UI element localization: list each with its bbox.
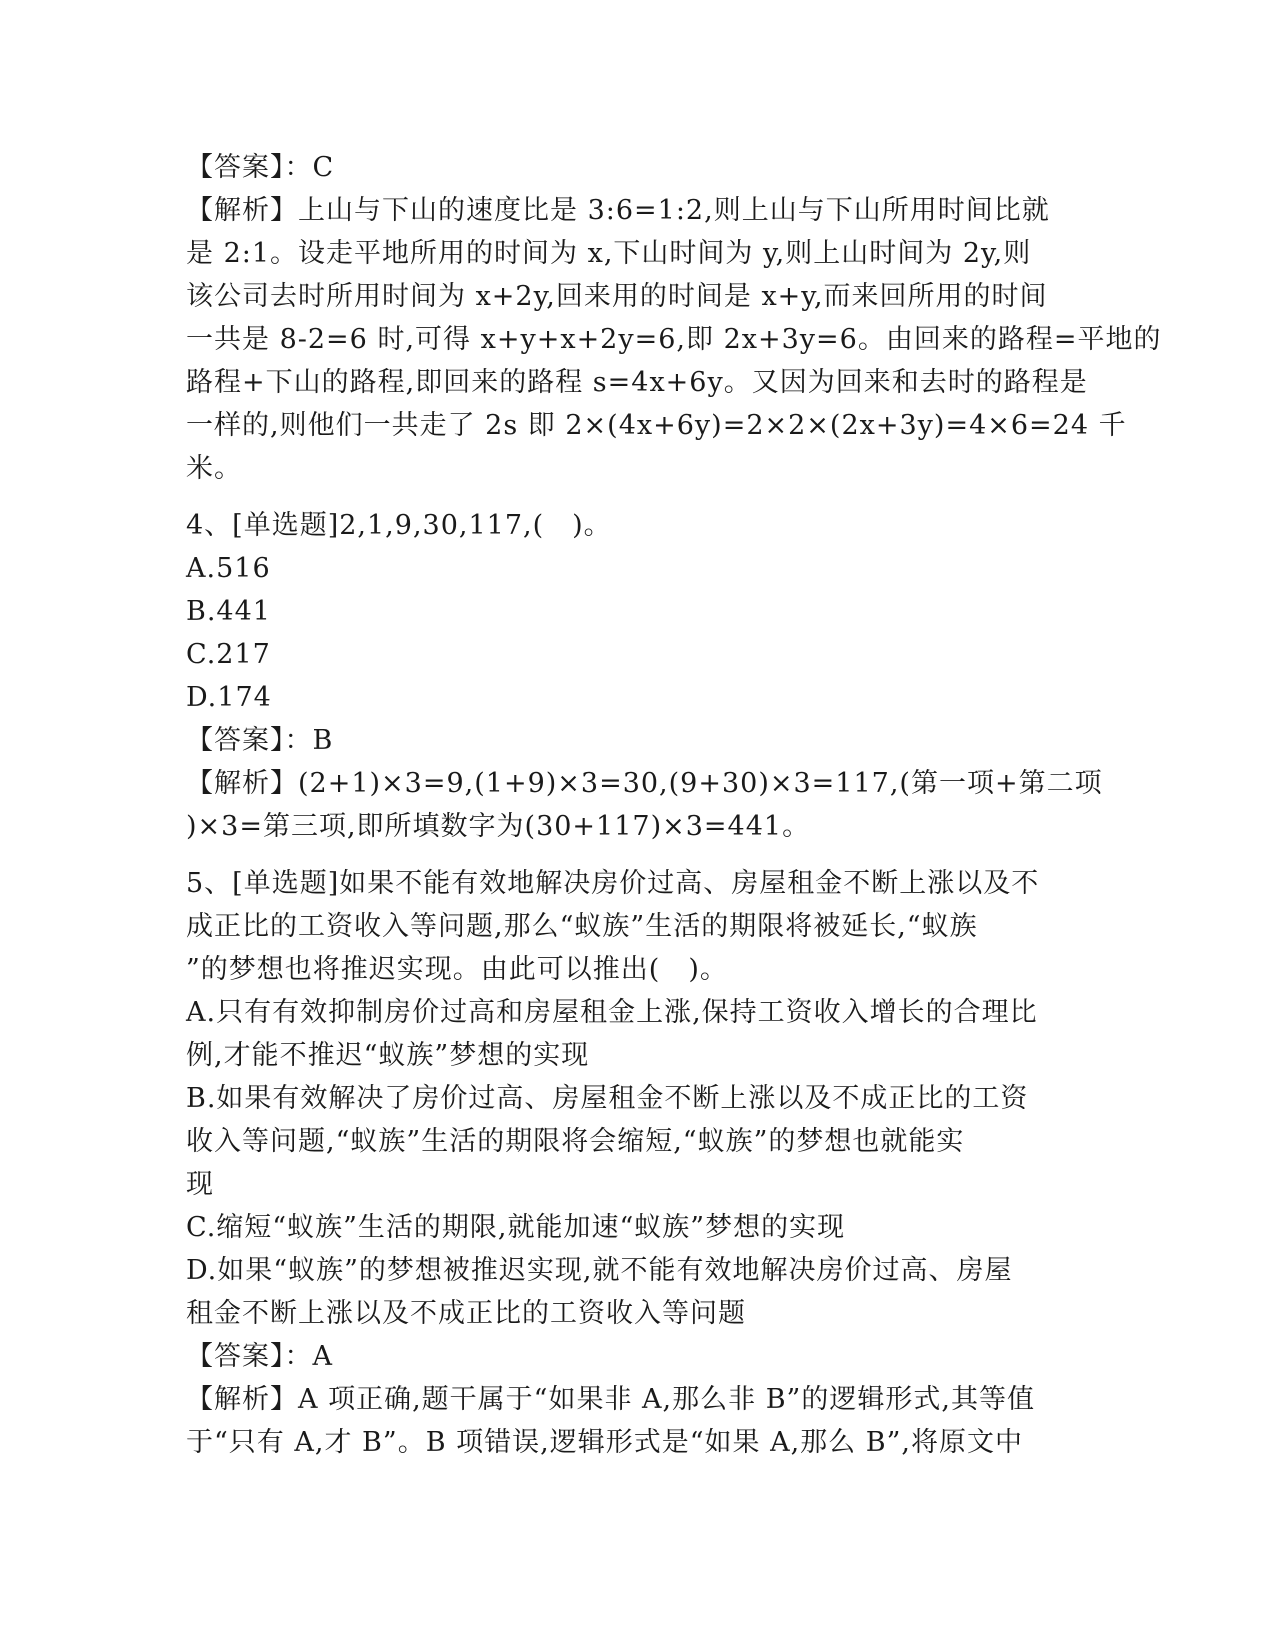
option-a: 例,才能不推迟“蚁族”梦想的实现 [186, 1040, 590, 1071]
question-stem: ”的梦想也将推迟实现。由此可以推出( )。 [186, 954, 728, 985]
analysis-line: 一样的,则他们一共走了 2s 即 2×(4x+6y)=2×2×(2x+3y)=4×6=24 千 [186, 410, 1127, 441]
analysis-line: 路程+下山的路程,即回来的路程 s=4x+6y。又因为回来和去时的路程是 [186, 367, 1088, 398]
option-b: B.如果有效解决了房价过高、房屋租金不断上涨以及不成正比的工资 [186, 1083, 1029, 1114]
analysis-line: 是 2:1。设走平地所用的时间为 x,下山时间为 y,则上山时间为 2y,则 [186, 238, 1032, 269]
option-a: A.只有有效抑制房价过高和房屋租金上涨,保持工资收入增长的合理比 [186, 997, 1038, 1028]
question-5 [186, 862, 1086, 1464]
answer-line: 【答案】：B [186, 725, 334, 756]
question-4 [186, 504, 1103, 848]
analysis-line: 【解析】上山与下山的速度比是 3:6=1:2,则上山与下山所用时间比就 [186, 195, 1050, 226]
analysis-line: )×3=第三项,即所填数字为(30+117)×3=441。 [186, 811, 811, 842]
option-a: A.516 [186, 553, 271, 584]
option-d: D.如果“蚁族”的梦想被推迟实现,就不能有效地解决房价过高、房屋 [186, 1255, 1013, 1286]
answer-line: 【答案】：A [186, 1341, 333, 1372]
option-d: 租金不断上涨以及不成正比的工资收入等问题 [186, 1298, 746, 1329]
option-b: 收入等问题,“蚁族”生活的期限将会缩短,“蚁族”的梦想也就能实 [186, 1126, 965, 1157]
question-stem: 4、[单选题]2,1,9,30,117,( )。 [186, 510, 612, 541]
analysis-line: 于“只有 A,才 B”。B 项错误,逻辑形式是“如果 A,那么 B”,将原文中 [186, 1427, 1023, 1458]
question-stem: 5、[单选题]如果不能有效地解决房价过高、房屋租金不断上涨以及不 [186, 868, 1040, 899]
option-c: C.217 [186, 639, 271, 670]
analysis-line: 【解析】(2+1)×3=9,(1+9)×3=30,(9+30)×3=117,(第一项+第二项 [186, 768, 1103, 799]
option-b: B.441 [186, 596, 271, 627]
option-c: C.缩短“蚁族”生活的期限,就能加速“蚁族”梦想的实现 [186, 1212, 846, 1243]
question-stem: 成正比的工资收入等问题,那么“蚁族”生活的期限将被延长,“蚁族 [186, 911, 978, 942]
analysis-line: 一共是 8-2=6 时,可得 x+y+x+2y=6,即 2x+3y=6。由回来的路程=平地的 [186, 324, 1162, 355]
analysis-line: 米。 [186, 453, 242, 484]
option-d: D.174 [186, 682, 272, 713]
page-content [186, 146, 1162, 1464]
analysis-line: 该公司去时所用时间为 x+2y,回来用的时间是 x+y,而来回所用的时间 [186, 281, 1048, 312]
answer-line: 【答案】：C [186, 152, 335, 183]
analysis-line: 【解析】A 项正确,题干属于“如果非 A,那么非 B”的逻辑形式,其等值 [186, 1384, 1035, 1415]
question-3-tail [186, 146, 1162, 490]
option-b: 现 [186, 1169, 214, 1200]
